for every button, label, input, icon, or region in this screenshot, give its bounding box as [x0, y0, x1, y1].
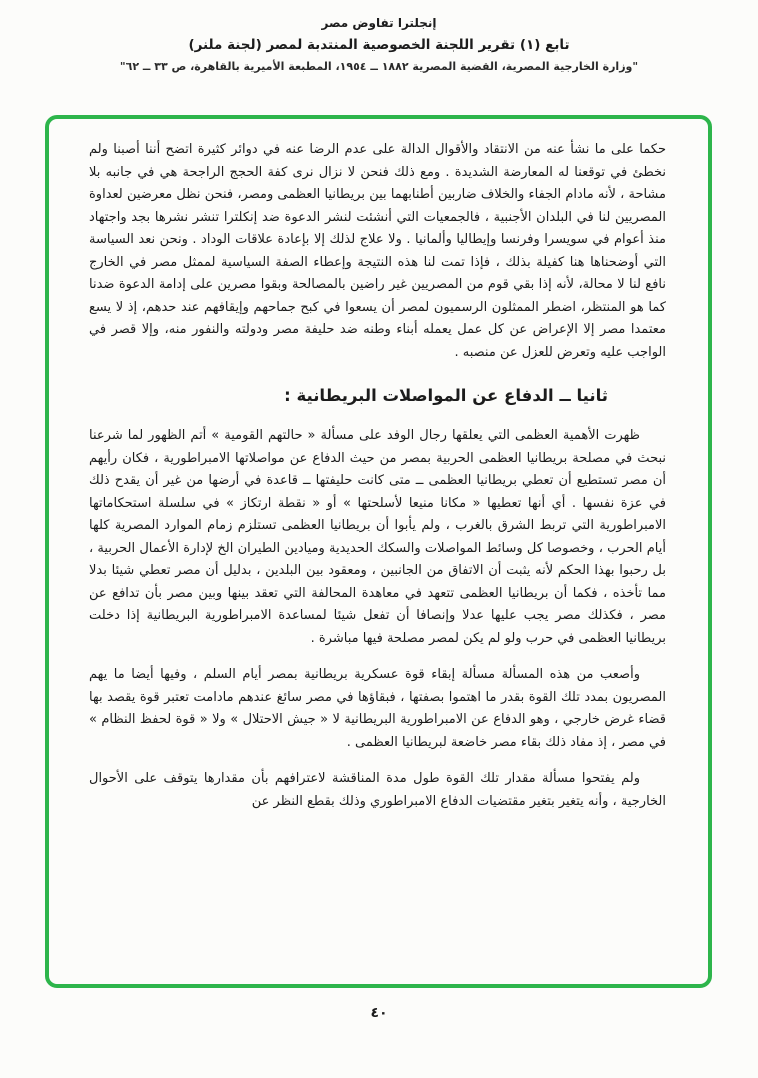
- page-number: ٤٠: [370, 1005, 388, 1021]
- section-heading: ثانيا ــ الدفاع عن المواصلات البريطانية :: [284, 386, 608, 405]
- paragraph-1: حكما على ما نشأ عنه من الانتقاد والأقوال الدالة على عدم الرضا عنه في دوائر كثيرة اتضح أننا أصبنا ولم نخطئ في توقعنا له المعارضة الشديدة . ومع ذلك فنحن لا نزال نرى كفة الحجج الراجحة هي في جانبه بلا مشاحة ، لأنه مادام الجفاء والخلاف ضاربين أطنابهما بين بريطانيا العظمى ومصر، فنحن نظل معرضين لعداوة المصريين لنا في البلدان الأجنبية ، فالجمعيات التي أنشئت لنشر الدعوة ضد إنكلترا تنشر نشرها بجد واجتهاد منذ أعوام في سويسرا وفرنسا وإيطاليا وألمانيا . ولا علاج لذلك إلا بإعادة علاقات الوداد . ونحن نعد السياسة التي أوضحناها هنا كفيلة بذلك ، فإذا تمت لنا هذه النتيجة وإعطاء الصفة السياسية لممثل مصر في الخارج نافع لنا لا محالة، لأنه إذا بقي قوم من المصريين غير راضين بالمصالحة وبقوا مصرين على إدامة الدعوة ضدنا كما هو المنتظر، اضطر الممثلون الرسميون لمصر أن يسعوا في كبح جماحهم وإيقافهم عند حدهم، إذ لا يسع معتمدا مصر إلا الإعراض عن كل عمل يعمله أبناء وطنه ضد حليفة مصر ودولته والنفور منه، وإلا قصر في الواجب عليه وتعرض للعزل عن منصبه .: [89, 142, 666, 360]
- paragraph-3: وأصعب من هذه المسألة مسألة إبقاء قوة عسكرية بريطانية بمصر أيام السلم ، وفيها أيضا ما يهم المصريون بمدد تلك القوة بقدر ما اهتموا بصفتها ، فبقاؤها في مصر سائغ عندهم مادامت تعتبر قوة يقصد بها قضاء غرض خارجي ، وهو الدفاع عن الامبراطورية البريطانية لا « جيش الاحتلال » ولا « قوة لحفظ النظام » في مصر ، إذ مفاد ذلك بقاء مصر خاضعة لبريطانيا العظمى .: [89, 667, 666, 750]
- header-title: إنجلترا تفاوض مصر: [321, 16, 437, 30]
- paragraph-2: ظهرت الأهمية العظمى التي يعلقها رجال الوفد على مسألة « حالتهم القومية » أتم الظهور لما شرعنا نبحث في مصلحة بريطانيا العظمى الحربية بمصر من حيث الدفاع عن مواصلاتها الامبراطورية ، فكان رأيهم أن مصر تستطيع أن تعطي بريطانيا العظمى ــ متى كانت حليفتها ــ قاعدة في أرضها من غير أن يقدح ذلك في عزة نفسها . أي أنها تعطيها « مكانا منيعا لأسلحتها » أو « نقطة ارتكاز » في سلسلة استحكاماتها الامبراطورية التي تربط الشرق بالغرب ، ولم يأبوا أن بريطانيا العظمى تستلزم زمام الموارد المصرية كلها أيام الحرب ، وخصوصا كل وسائط المواصلات والسكك الحديدية وميادين الطيران الخ لإدارة الأعمال الحربية ، بل رحبوا بهذا الحكم لأنه يثبت أن الاتفاق من الجانبين ، ومعقود بين البلدين ، بدليل أن مصر تعطي شيئا بدلا مما تأخذه ، فكما أن بريطانيا العظمى تتعهد في معاهدة المحالفة التي تعقد بينها وبين مصر بأن تدافع عن مصر ، فكذلك مصر يجب عليها عدلا وإنصافا أن تفعل شيئا لمساعدة الامبراطورية البريطانية إذا دخلت بريطانيا العظمى في حرب ولو لم يكن لمصر مصلحة فيها مباشرة .: [89, 428, 666, 646]
- header-subtitle: تابع (١) تقرير اللجنة الخصوصية المنتدبة لمصر (لجنة ملنر): [188, 37, 570, 53]
- document-header: [0, 0, 758, 73]
- header-source-citation: "وزارة الخارجية المصرية، القضية المصرية ١٨٨٢ ــ ١٩٥٤، المطبعة الأميرية بالقاهرة، ص ٣٣ ــ ٦٢": [119, 60, 639, 73]
- content-frame: [45, 115, 712, 988]
- page-footer: [0, 1002, 758, 1021]
- paragraph-4: ولم يفتحوا مسألة مقدار تلك القوة طول مدة المناقشة لاعترافهم بأن مقدارها يتوقف على الأحوال الخارجية ، وأنه يتغير بتغير مقتضيات الدفاع الامبراطوري وذلك بقطع النظر عن: [89, 771, 666, 809]
